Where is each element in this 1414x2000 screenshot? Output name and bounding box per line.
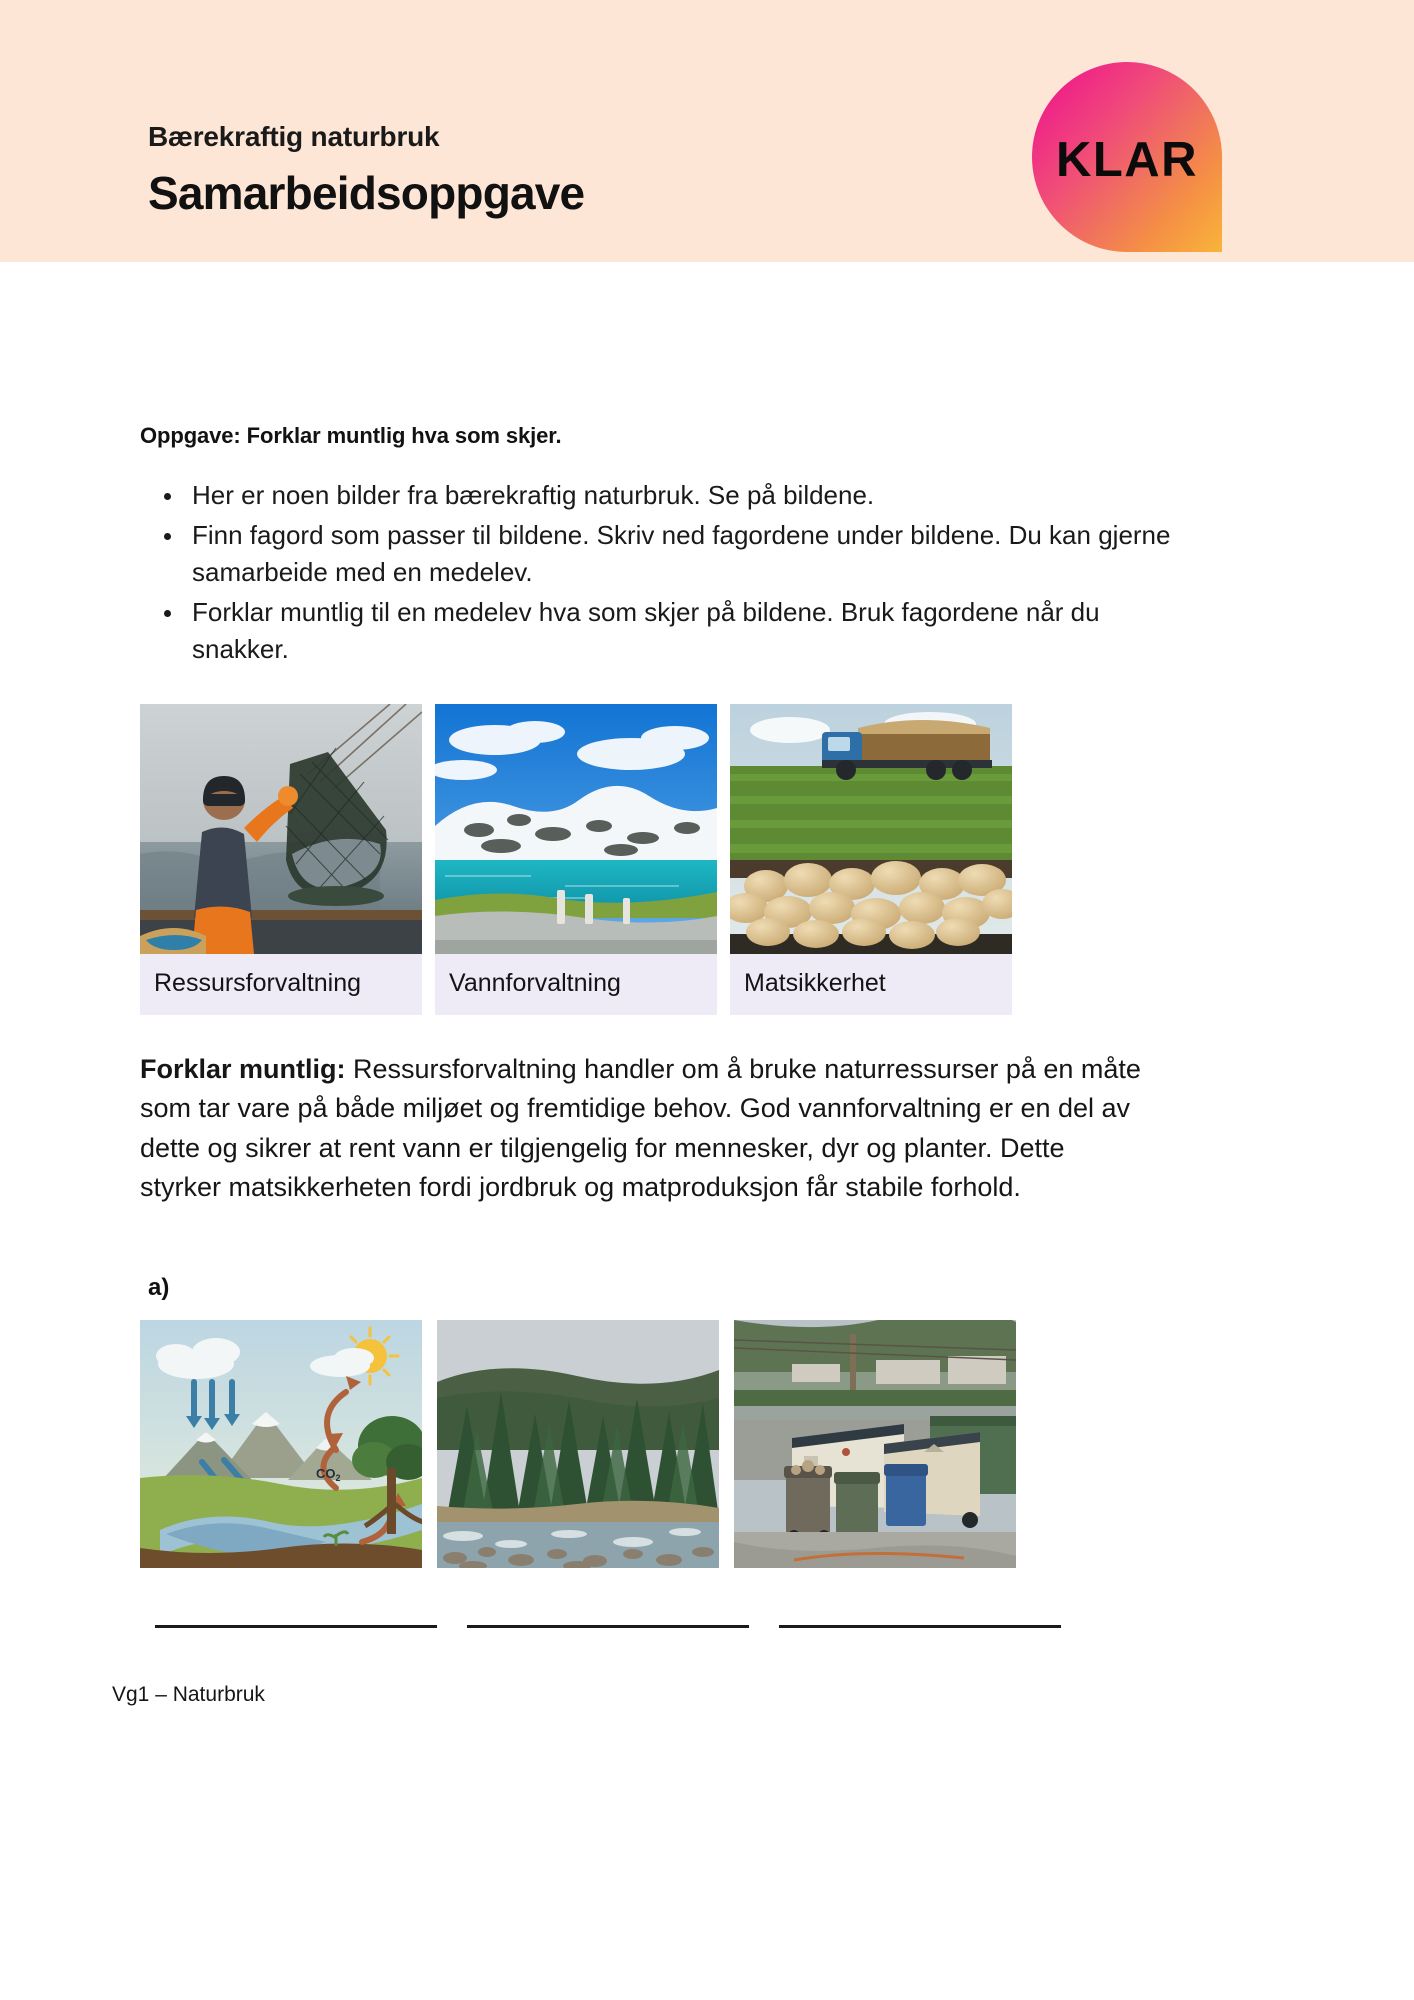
list-item: Forklar muntlig til en medelev hva som skjer på bildene. Bruk fagordene når du snakker. [192,594,1192,668]
klar-logo-text: KLAR [1055,132,1199,187]
explanation-paragraph [140,1050,1150,1208]
waste-containers-recycling-image [734,1320,1016,1568]
co2-label: $CO_2$ [316,1465,341,1483]
image-caption: Vannforvaltning [449,968,621,997]
image-card [730,704,1012,1016]
spruce-forest-by-river-image [437,1320,719,1568]
sub-question-label: a) [148,1273,170,1301]
explanation-text: Ressursforvaltning handler om å bruke naturressurser på en måte som tar vare på både miljøet og fremtidige behov. God vannforvaltning er en del av dette og sikrer at rent vann er tilgjengelig for mennesker, dyr og planter. Dette styrker matsikkerheten fordi jordbruk og matproduksjon får stabile forhold. [140,1054,1141,1203]
image-caption: Ressursforvaltning [154,968,362,997]
answer-line[interactable] [467,1625,749,1628]
klar-logo [1032,62,1222,252]
image-gallery-secondary [140,1320,1270,1568]
page-title: Samarbeidsoppgave [148,166,585,219]
image-gallery-primary [140,704,1270,1016]
instruction-list [140,477,1270,668]
image-card [140,704,422,1016]
answer-line[interactable] [155,1625,437,1628]
carbon-water-cycle-illustration-image [140,1320,422,1568]
explanation-lead: Forklar muntlig: [140,1054,346,1085]
worksheet-content [112,262,1270,1707]
header-titles [148,120,584,218]
answer-line[interactable] [779,1625,1061,1628]
mountain-lake-with-snow-image [435,704,717,954]
image-card [435,704,717,1016]
task-heading: Oppgave: Forklar muntlig hva som skjer. [140,423,562,448]
list-item: Her er noen bilder fra bærekraftig naturbruk. Se på bildene. [192,477,1192,514]
list-item: Finn fagord som passer til bildene. Skriv ned fagordene under bildene. Du kan gjerne samarbeide med en medelev. [192,517,1192,591]
image-caption: Matsikkerhet [744,968,886,997]
fisherman-hauling-net-of-fish-image [140,704,422,954]
header-kicker: Bærekraftig naturbruk [148,121,440,152]
answer-lines-row [140,1625,1270,1628]
potato-harvest-with-truck-image [730,704,1012,954]
footer-text: Vg1 – Naturbruk [112,1682,265,1706]
